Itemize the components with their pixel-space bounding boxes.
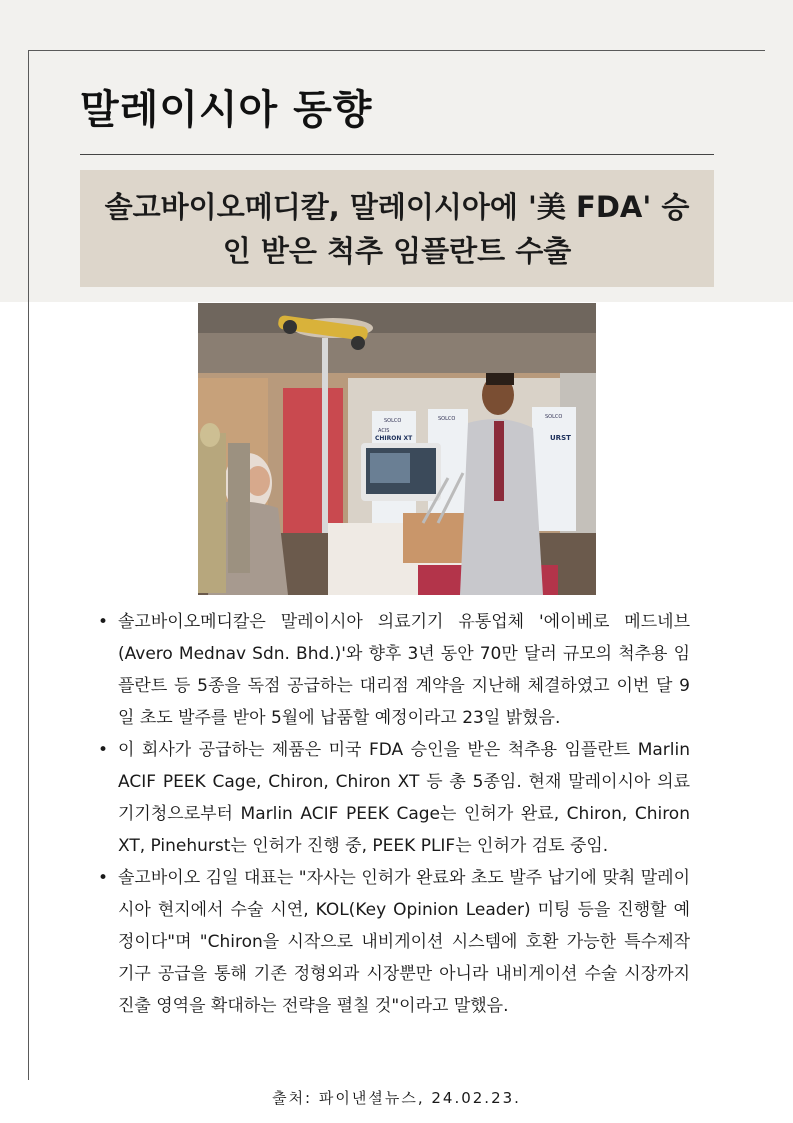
bullet-text: 이 회사가 공급하는 제품은 미국 FDA 승인을 받은 척추용 임플란트 Marlin ACIF PEEK Cage, Chiron, Chiron XT 등 총 5종임. 현재 말레이시아 의료기기청으로부터 Marlin ACIF PEEK Cage는 인허가 완료, Chiron, Chiron XT, Pinehurst는 인허가 진행 중, PEEK PLIF는 인허가 검토 중임.	[118, 740, 690, 856]
headline-box	[80, 170, 714, 287]
bullet-list	[98, 606, 690, 1022]
banner3-brand: SOLCO	[545, 414, 563, 420]
bullet-text: 솔고바이오 김일 대표는 "자사는 인허가 완료와 초도 발주 납기에 맞춰 말레이시아 현지에서 수술 시연, KOL(Key Opinion Leader) 미팅 등을 진행할 예정이다"며 "Chiron을 시작으로 내비게이션 시스템에 호환 가능한 특수제작 기구 공급을 통해 기존 정형외과 시장뿐만 아니라 내비게이션 수술 시장까지 진출 영역을 확대하는 전략을 펼칠 것"이라고 말했음.	[118, 868, 690, 1016]
frame-left-line	[28, 50, 29, 1080]
bullet-dot: •	[98, 740, 109, 760]
banner2-brand: SOLCO	[438, 416, 456, 422]
bullet-text: 솔고바이오메디칼은 말레이시아 의료기기 유통업체 '에이베로 메드네브(Avero Mednav Sdn. Bhd.)'와 향후 3년 동안 70만 달러 규모의 척추용 임플란트 등 5종을 독점 공급하는 대리점 계약을 지난해 체결하였고 이번 달 9일 초도 발주를 받아 5월에 납품할 예정이라고 23일 밝혔음.	[118, 612, 690, 728]
banner1-brand: SOLCO	[384, 418, 402, 424]
banner1-product: CHIRON XT	[375, 435, 413, 442]
list-item	[98, 606, 690, 734]
banner3-product: URST	[550, 434, 571, 442]
article-photo	[198, 303, 596, 595]
title-divider	[80, 154, 714, 155]
bullet-dot: •	[98, 612, 109, 632]
list-item	[98, 734, 690, 862]
list-item	[98, 862, 690, 1022]
source-citation: 출처: 파이낸셜뉴스, 24.02.23.	[272, 1089, 521, 1107]
bullet-dot: •	[98, 868, 109, 888]
banner1-small: ACIS	[378, 428, 390, 434]
page-title: 말레이시아 동향	[80, 87, 373, 133]
article-headline: 솔고바이오메디칼, 말레이시아에 '美 FDA' 승인 받은 척추 임플란트 수출	[104, 189, 690, 268]
frame-top-line	[28, 50, 765, 51]
